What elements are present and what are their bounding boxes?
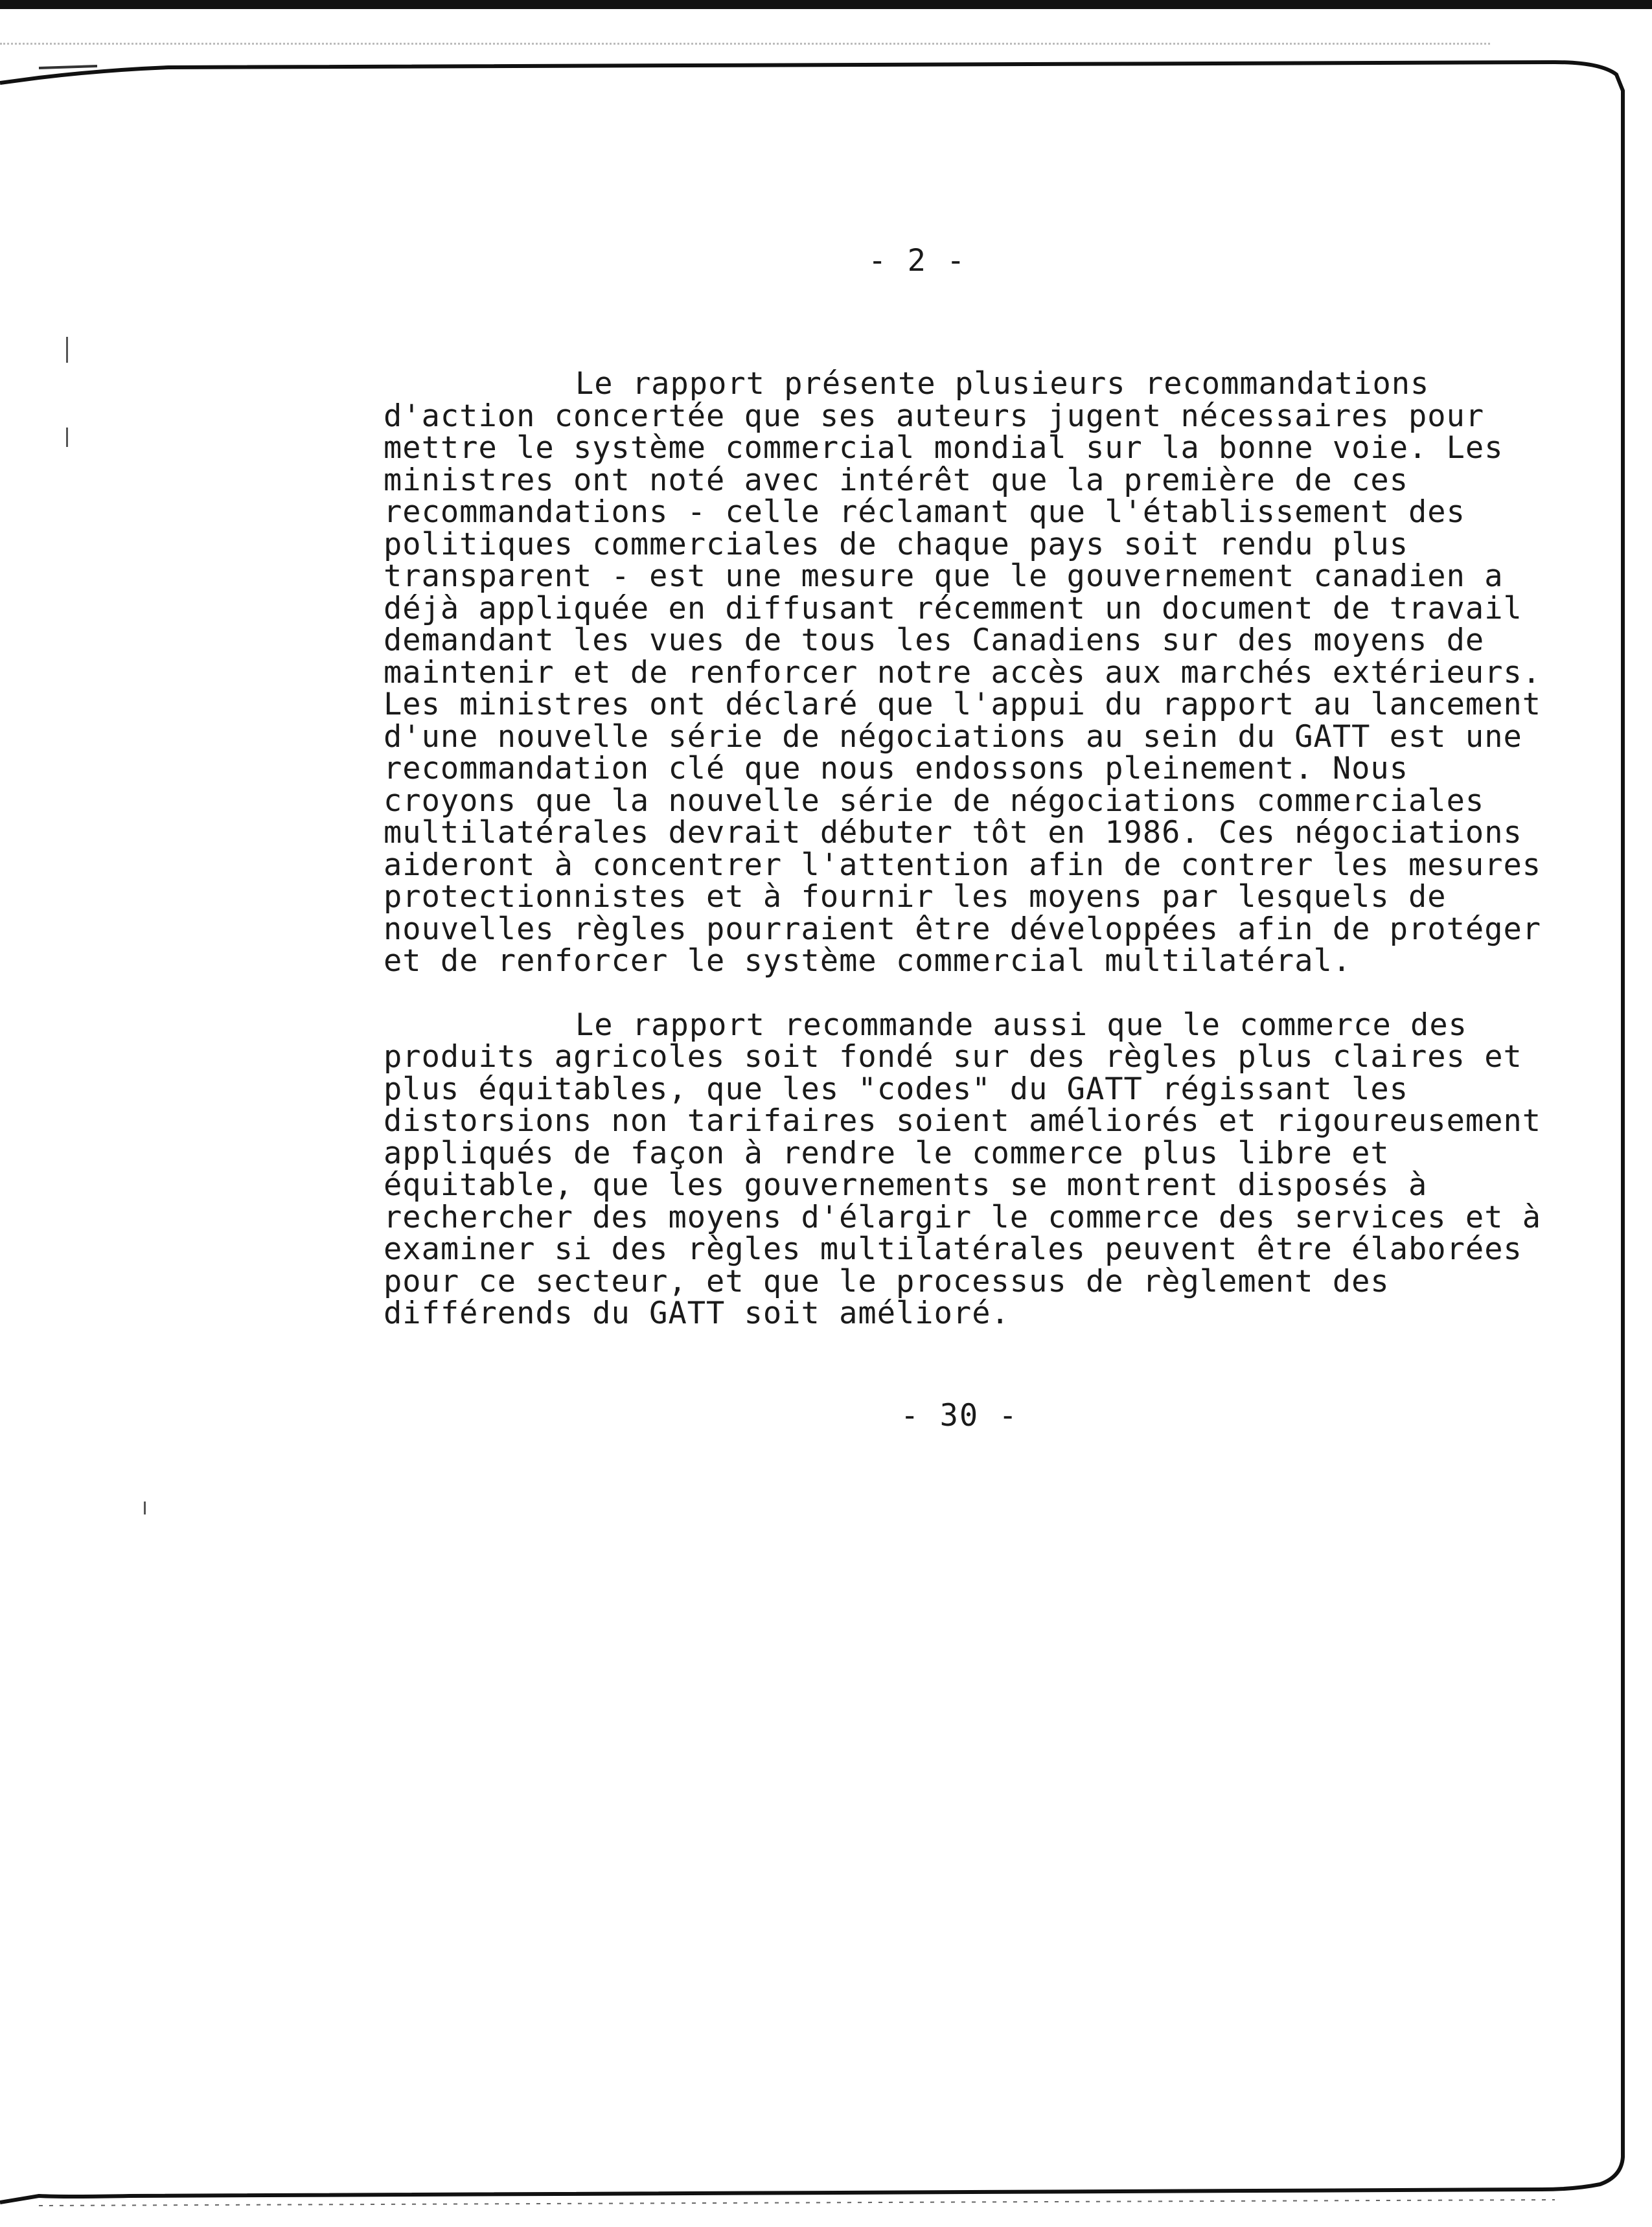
page-number-footer: - 30 -	[901, 1398, 1018, 1433]
scan-speck	[66, 337, 68, 363]
paragraph-1: Le rapport présente plusieurs recommandations d'action concertée que ses auteurs jugent nécessaires pour mettre le système commercial mondial sur la bonne voie. Les ministres ont noté avec intérêt que la première de ces recommandations - celle réclamant que l'établissement des politiques commerciales de chaque pays soit rendu plus transparent - est une mesure que le gouvernement canadien a déjà appliquée en diffusant récemment un document de travail demandant les vues de tous les Canadiens sur des moyens de maintenir et de renforcer notre accès aux marchés extérieurs. Les ministres ont déclaré que l'appui du rapport au lancement d'une nouvelle série de négociations au sein du GATT est une recommandation clé que nous endossons pleinement. Nous croyons que la nouvelle série de négociations commerciales multilatérales devrait débuter tôt en 1986. Ces négociations aideront à concentrer l'attention afin de contrer les mesures protectionnistes et à fournir les moyens par lesquels de nouvelles règles pourraient être développées afin de protéger et de renforcer le système commercial multilatéral.	[384, 366, 1542, 979]
scan-speck	[66, 428, 68, 447]
paragraph-2: Le rapport recommande aussi que le commerce des produits agricoles soit fondé sur des règles plus claires et plus équitables, que les "codes" du GATT régissant les distorsions non tarifaires soient améliorés et rigoureusement appliqués de façon à rendre le commerce plus libre et équitable, que les gouvernements se montrent disposés à rechercher des moyens d'élargir le commerce des services et à examiner si des règles multilatérales peuvent être élaborées pour ce secteur, et que le processus de règlement des différends du GATT soit amélioré.	[384, 1007, 1542, 1331]
document-body	[384, 368, 1550, 1330]
page-number-header: - 2 -	[868, 243, 967, 279]
scan-speck	[144, 1502, 146, 1514]
